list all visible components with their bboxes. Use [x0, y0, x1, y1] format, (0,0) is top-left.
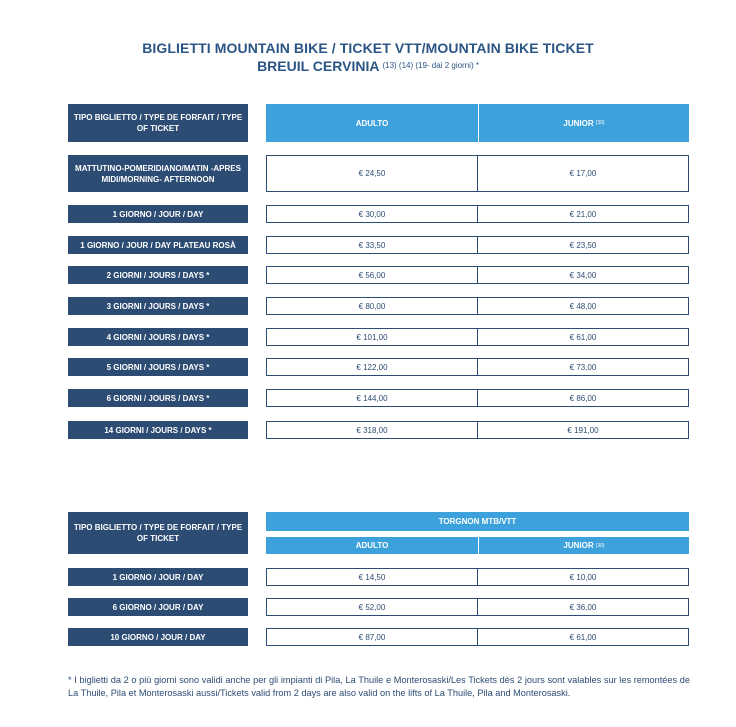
table-row-label: 4 GIORNI / JOURS / DAYS * [68, 328, 248, 346]
adult-price: € 24,50 [266, 155, 478, 192]
adult-price: € 52,00 [266, 598, 478, 616]
junior-price: € 23,50 [478, 236, 689, 254]
junior-note: (30) [595, 542, 605, 549]
table-row-label: 10 GIORNO / JOUR / DAY [68, 628, 248, 646]
table-row-label: 5 GIORNI / JOURS / DAYS * [68, 358, 248, 376]
table-row-label: MATTUTINO-POMERIDIANO/MATIN -APRES MIDI/MORNING- AFTERNOON [68, 155, 248, 192]
page-title: BIGLIETTI MOUNTAIN BIKE / TICKET VTT/MOUNTAIN BIKE TICKET [142, 40, 594, 56]
adult-price: € 101,00 [266, 328, 478, 346]
junior-price: € 86,00 [478, 389, 689, 407]
table1-header-junior [478, 104, 689, 142]
adult-price: € 122,00 [266, 358, 478, 376]
table-row-label: 2 GIORNI / JOURS / DAYS * [68, 266, 248, 284]
adult-price: € 318,00 [266, 421, 478, 439]
table-row-label: 14 GIORNI / JOURS / DAYS * [68, 421, 248, 439]
junior-price: € 61,00 [478, 328, 689, 346]
page-subtitle [0, 58, 736, 74]
junior-label: JUNIOR [563, 541, 594, 550]
junior-price: € 61,00 [478, 628, 689, 646]
adult-price: € 56,00 [266, 266, 478, 284]
junior-note: (30) [595, 120, 605, 126]
junior-price: € 73,00 [478, 358, 689, 376]
table-row-label: 6 GIORNO / JOUR / DAY [68, 598, 248, 616]
table1-header-adult: ADULTO [266, 104, 478, 142]
table-row-label: 1 GIORNO / JOUR / DAY [68, 568, 248, 586]
adult-price: € 30,00 [266, 205, 478, 223]
table2-group-title: TORGNON MTB/VTT [266, 512, 689, 531]
junior-price: € 36,00 [478, 598, 689, 616]
location-name: BREUIL CERVINIA [257, 58, 380, 74]
table1-header-label: TIPO BIGLIETTO / TYPE DE FORFAIT / TYPE OF TICKET [68, 104, 248, 142]
adult-price: € 80,00 [266, 297, 478, 315]
footnote: * I biglietti da 2 o più giorni sono validi anche per gli impianti di Pila, La Thuile e Monterosaski/Les Tickets dès 2 jours sont valables sur les remontées de La Thuile, Pila et Monterosaski aussi/Tickets valid from 2 days are also valid on the lifts of La Thuile, Pila and Monterosaski. [68, 675, 690, 698]
junior-label: JUNIOR [563, 118, 594, 128]
adult-price: € 14,50 [266, 568, 478, 586]
junior-price: € 48,00 [478, 297, 689, 315]
table-row-label: 1 GIORNO / JOUR / DAY PLATEAU ROSÀ [68, 236, 248, 254]
junior-price: € 10,00 [478, 568, 689, 586]
adult-price: € 33,50 [266, 236, 478, 254]
junior-price: € 17,00 [478, 155, 689, 192]
junior-price: € 191,00 [478, 421, 689, 439]
table2-header-adult: ADULTO [266, 537, 478, 554]
table2-header-label: TIPO BIGLIETTO / TYPE DE FORFAIT / TYPE OF TICKET [68, 512, 248, 554]
junior-price: € 34,00 [478, 266, 689, 284]
table2-header-junior [478, 537, 689, 554]
table-row-label: 3 GIORNI / JOURS / DAYS * [68, 297, 248, 315]
junior-price: € 21,00 [478, 205, 689, 223]
title-notes: (13) (14) (19- dai 2 giorni) * [382, 61, 479, 70]
adult-price: € 144,00 [266, 389, 478, 407]
table-row-label: 6 GIORNI / JOURS / DAYS * [68, 389, 248, 407]
table-row-label: 1 GIORNO / JOUR / DAY [68, 205, 248, 223]
adult-price: € 87,00 [266, 628, 478, 646]
